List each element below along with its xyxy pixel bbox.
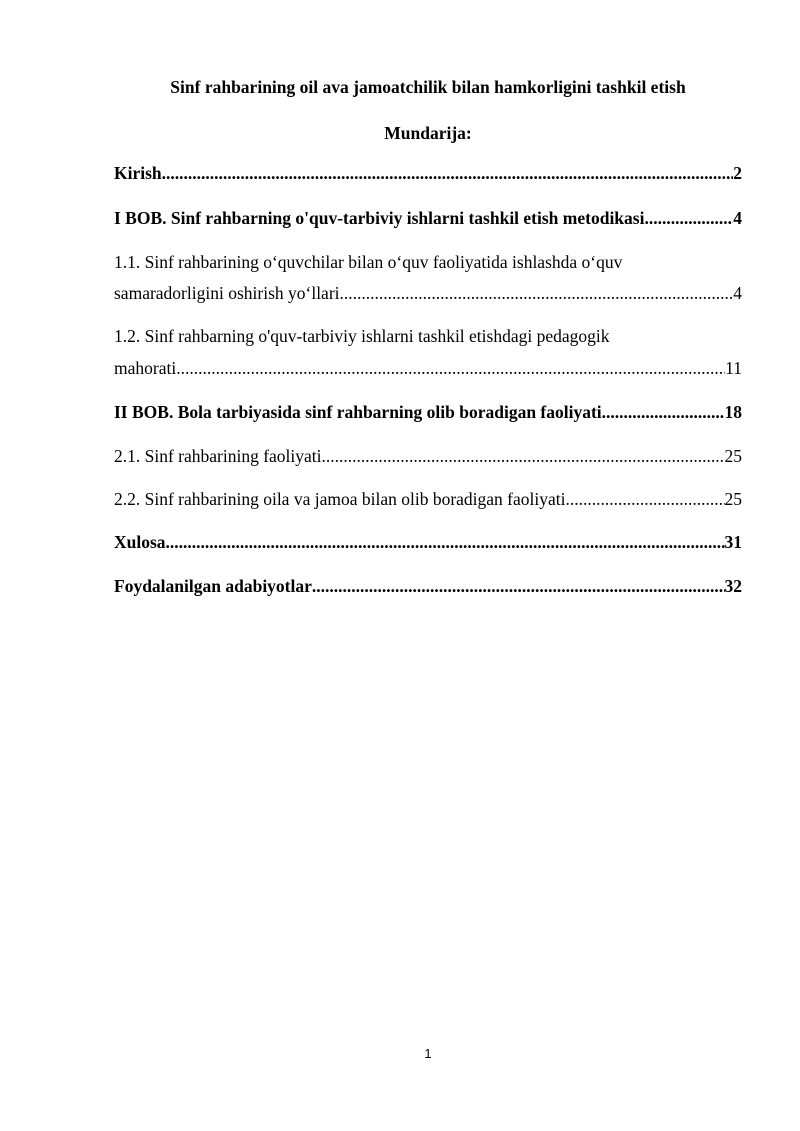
toc-entry-label: 2.1. Sinf rahbarining faoliyati (114, 446, 322, 466)
toc-entry-1-2-line1[interactable]: 1.2. Sinf rahbarning o'quv-tarbiviy ishlarni tashkil etishdagi pedagogik (114, 326, 610, 346)
toc-entry-chapter-1[interactable] (114, 207, 742, 229)
toc-entry-xulosa[interactable] (114, 531, 742, 553)
toc-entry-2-2[interactable] (114, 488, 742, 510)
toc-entry-page: 2 (733, 163, 742, 183)
toc-entry-page: 32 (724, 576, 742, 596)
toc-entry-label: Foydalanilgan adabiyotlar (114, 576, 312, 596)
dot-leader (602, 401, 725, 423)
toc-entry-chapter-2[interactable] (114, 401, 742, 423)
dot-leader (312, 575, 725, 597)
toc-entry-page: 11 (725, 358, 742, 378)
dot-leader (162, 162, 734, 184)
toc-entry-page: 4 (733, 283, 742, 303)
toc-heading: Mundarija: (384, 123, 472, 143)
document-title: Sinf rahbarining oil ava jamoatchilik bilan hamkorligini tashkil etish (170, 77, 686, 97)
toc-entry-1-1-line1[interactable]: 1.1. Sinf rahbarining o‘quvchilar bilan o‘quv faoliyatida ishlashda o‘quv (114, 252, 623, 272)
toc-entry-page: 31 (724, 532, 742, 552)
toc-entry-label: samaradorligini oshirish yo‘llari (114, 283, 340, 303)
toc-entry-2-1[interactable] (114, 445, 742, 467)
toc-entry-page: 25 (724, 489, 742, 509)
toc-entry-page: 4 (733, 208, 742, 228)
toc-entry-1-1[interactable] (114, 282, 742, 304)
toc-entry-label: 2.2. Sinf rahbarining oila va jamoa bilan olib boradigan faoliyati (114, 489, 566, 509)
dot-leader (322, 445, 725, 467)
toc-entry-references[interactable] (114, 575, 742, 597)
toc-entry-label: Kirish (114, 163, 162, 183)
dot-leader (166, 531, 725, 553)
toc-entry-label: Xulosa (114, 532, 166, 552)
toc-entry-label: I BOB. Sinf rahbarning o'quv-tarbiviy ishlarni tashkil etish metodikasi (114, 208, 645, 228)
dot-leader (644, 207, 733, 229)
dot-leader (565, 488, 724, 510)
page-number: 1 (424, 1046, 432, 1061)
toc-entry-kirish[interactable] (114, 162, 742, 184)
toc-entry-page: 18 (724, 402, 742, 422)
toc-entry-1-2[interactable] (114, 357, 742, 379)
toc-entry-page: 25 (724, 446, 742, 466)
toc-entry-label: mahorati (114, 358, 177, 378)
dot-leader (176, 357, 725, 379)
toc-entry-label: II BOB. Bola tarbiyasida sinf rahbarning olib boradigan faoliyati (114, 402, 602, 422)
dot-leader (340, 282, 734, 304)
